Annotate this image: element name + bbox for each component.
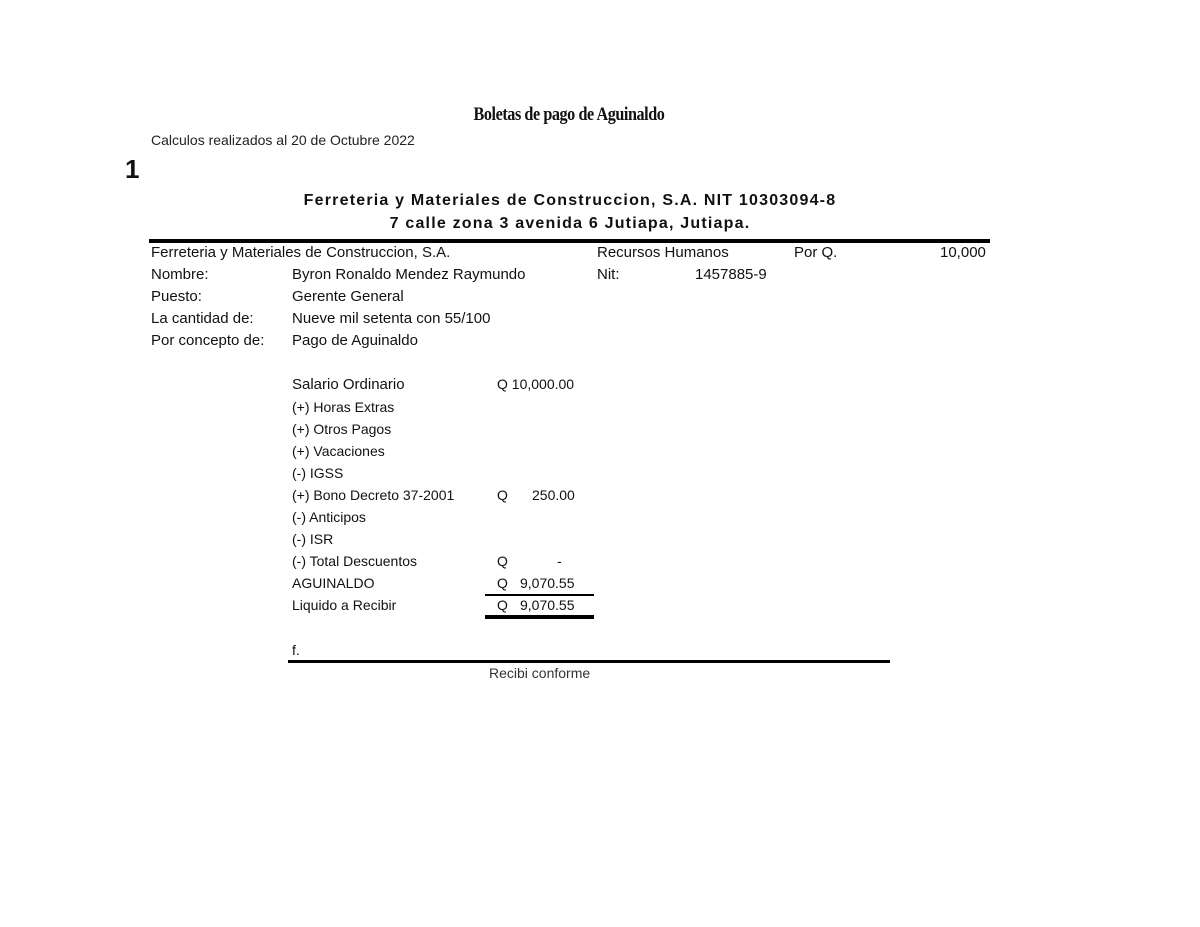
item-currency-liquido: Q	[497, 597, 508, 613]
item-amount-salario: Q 10,000.00	[497, 376, 575, 392]
cantidad-label: La cantidad de:	[151, 310, 254, 327]
item-label-igss: (-) IGSS	[292, 465, 344, 481]
department: Recursos Humanos	[597, 244, 729, 261]
item-currency-bono: Q	[497, 487, 508, 503]
page-title: Boletas de pago de Aguinaldo	[473, 104, 665, 125]
company-header-line2: 7 calle zona 3 avenida 6 Jutiapa, Jutiapa.	[389, 215, 751, 232]
slip-number: 1	[125, 154, 140, 184]
nit-label: Nit:	[597, 266, 620, 283]
nombre-label: Nombre:	[151, 266, 209, 283]
item-label-anticipos: (-) Anticipos	[292, 509, 366, 525]
item-currency-total-descuentos: Q	[497, 553, 508, 569]
item-currency-aguinaldo: Q	[497, 575, 508, 591]
puesto-label: Puesto:	[151, 288, 202, 305]
recibi-conforme: Recibi conforme	[489, 665, 591, 681]
calculation-date: Calculos realizados al 20 de Octubre 2022	[151, 132, 415, 148]
company-name: Ferreteria y Materiales de Construccion, S.A.	[151, 244, 451, 261]
item-label-aguinaldo: AGUINALDO	[292, 575, 375, 591]
nit-value: 1457885-9	[695, 266, 767, 283]
concepto-value: Pago de Aguinaldo	[292, 332, 418, 349]
item-label-liquido: Liquido a Recibir	[292, 597, 397, 613]
puesto-value: Gerente General	[292, 288, 404, 305]
item-label-total-descuentos: (-) Total Descuentos	[292, 553, 418, 569]
item-label-bono: (+) Bono Decreto 37-2001	[292, 487, 455, 503]
item-amount-aguinaldo: 9,070.55	[520, 575, 575, 591]
total-double-underline	[485, 615, 594, 619]
header-divider	[149, 239, 990, 243]
cantidad-value: Nueve mil setenta con 55/100	[292, 310, 491, 327]
signature-line	[288, 660, 890, 663]
item-amount-liquido: 9,070.55	[520, 597, 575, 613]
item-label-otros-pagos: (+) Otros Pagos	[292, 421, 392, 437]
signature-f-label: f.	[292, 642, 300, 658]
company-header-line1: Ferreteria y Materiales de Construccion, S.A. NIT 10303094-8	[303, 192, 837, 209]
item-label-salario: Salario Ordinario	[292, 376, 405, 393]
subtotal-underline	[485, 594, 594, 596]
item-label-horas-extras: (+) Horas Extras	[292, 399, 395, 415]
por-q-value: 10,000	[940, 244, 986, 261]
nombre-value: Byron Ronaldo Mendez Raymundo	[292, 266, 526, 283]
concepto-label: Por concepto de:	[151, 332, 265, 349]
item-label-vacaciones: (+) Vacaciones	[292, 443, 385, 459]
item-amount-total-descuentos: -	[557, 553, 562, 569]
item-amount-bono: 250.00	[532, 487, 575, 503]
por-q-label: Por Q.	[794, 244, 838, 261]
item-label-isr: (-) ISR	[292, 531, 334, 547]
